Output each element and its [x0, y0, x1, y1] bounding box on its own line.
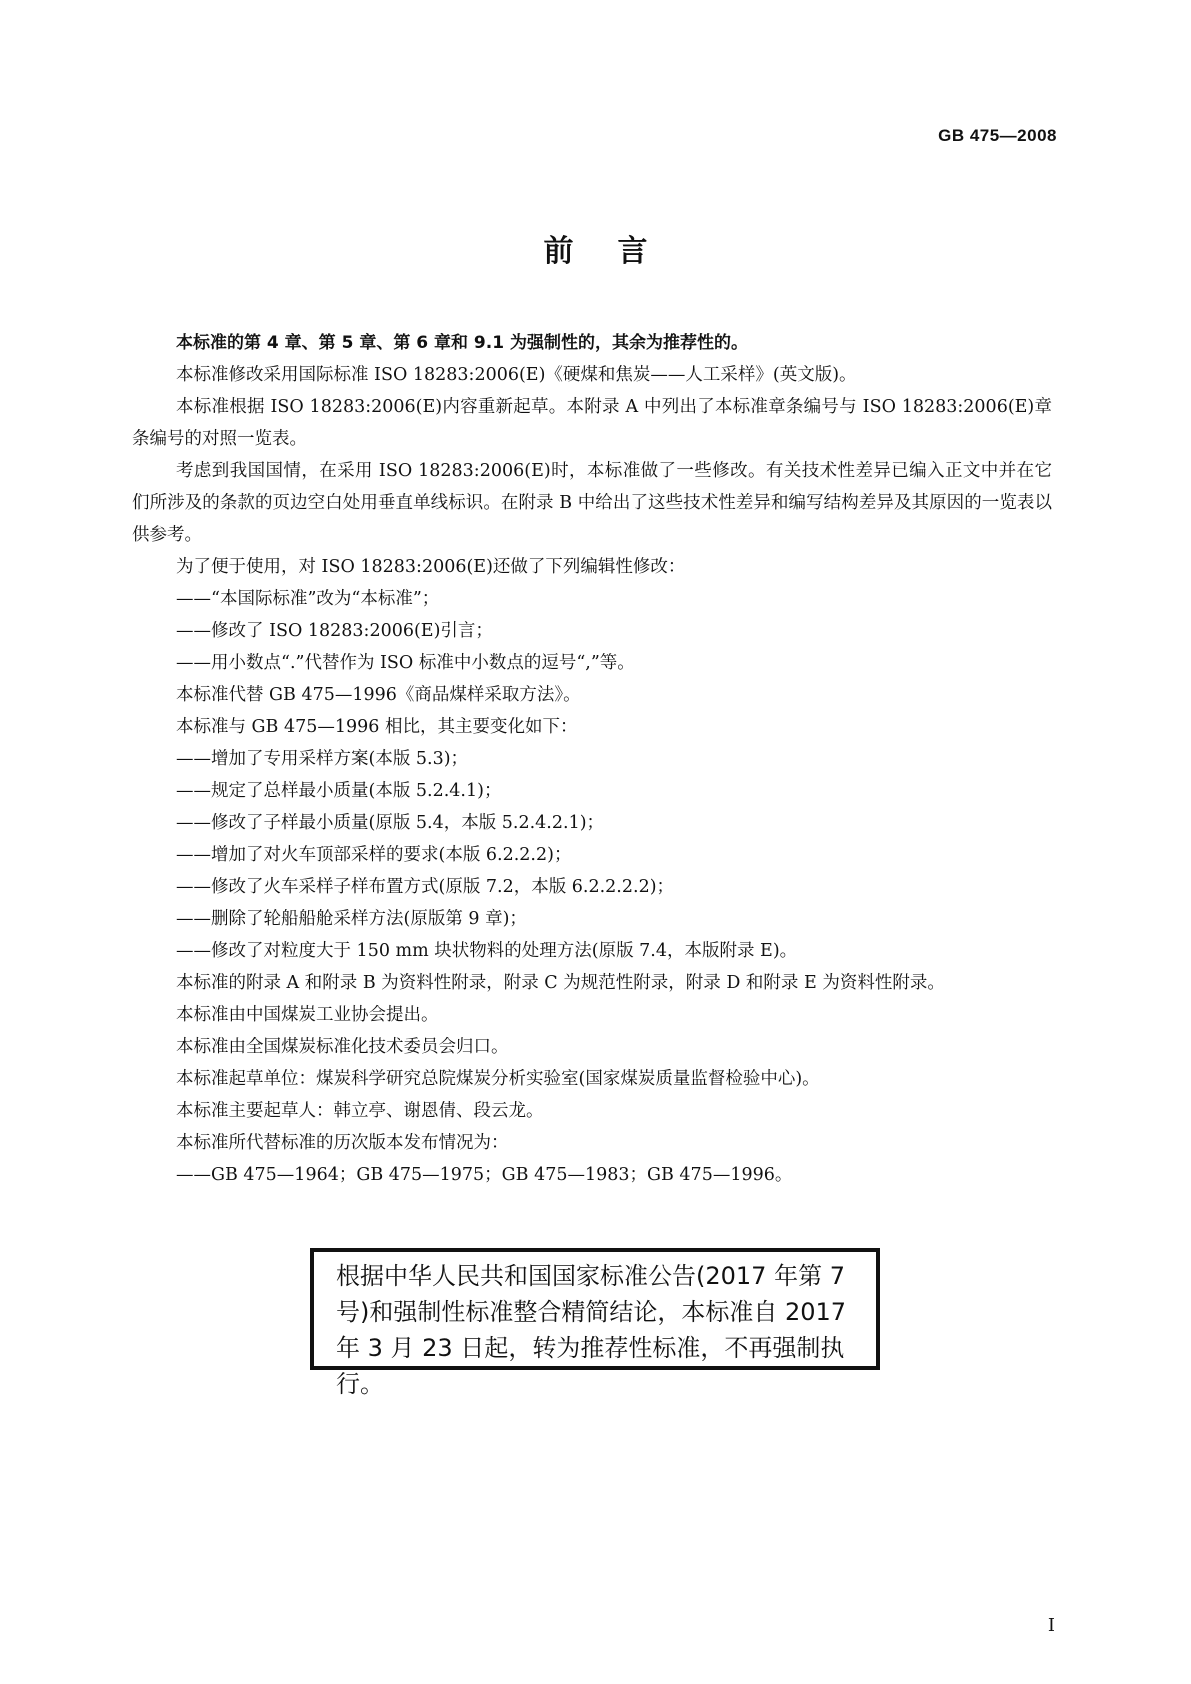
paragraph-adoption: 本标准修改采用国际标准 ISO 18283:2006(E)《硬煤和焦炭——人工采样》(英文版)。 [176, 365, 857, 385]
list-item: ——用小数点“.”代替作为 ISO 标准中小数点的逗号“,”等。 [176, 653, 635, 673]
page-title: 前言 [543, 234, 692, 269]
list-item: ——删除了轮船船舱采样方法(原版第 9 章)； [176, 909, 527, 929]
paragraph-replaces: 本标准代替 GB 475—1996《商品煤样采取方法》。 [176, 685, 581, 705]
paragraph-redrafting: 本标准根据 ISO 18283:2006(E)内容重新起草。本附录 A 中列出了本标准章条编号与 ISO 18283:2006(E)章条编号的对照一览表。 [132, 397, 1052, 449]
list-item: ——修改了火车采样子样布置方式(原版 7.2，本版 6.2.2.2.2)； [176, 877, 675, 897]
list-item: ——规定了总样最小质量(本版 5.2.4.1)； [176, 781, 502, 801]
list-item: ——修改了子样最小质量(原版 5.4，本版 5.2.4.2.1)； [176, 813, 605, 833]
paragraph-drafters: 本标准主要起草人：韩立亭、谢恩倩、段云龙。 [176, 1101, 544, 1121]
list-item: ——“本国际标准”改为“本标准”； [176, 589, 440, 609]
list-item: ——修改了对粒度大于 150 mm 块状物料的处理方法(原版 7.4，本版附录 E)。 [176, 941, 798, 961]
mandatory-clause-statement: 本标准的第 4 章、第 5 章、第 6 章和 9.1 为强制性的，其余为推荐性的。 [176, 333, 748, 353]
paragraph-drafting-unit: 本标准起草单位：煤炭科学研究总院煤炭分析实验室(国家煤炭质量监督检验中心)。 [176, 1069, 820, 1089]
standard-code: GB 475—2008 [938, 126, 1057, 145]
page-number: I [1047, 1615, 1055, 1636]
paragraph-annexes: 本标准的附录 A 和附录 B 为资料性附录，附录 C 为规范性附录，附录 D 和附录 E 为资料性附录。 [176, 973, 945, 993]
paragraph-editorial-changes: 为了便于使用，对 ISO 18283:2006(E)还做了下列编辑性修改： [176, 557, 686, 577]
foreword-body [132, 327, 1052, 1191]
paragraph-history: 本标准所代替标准的历次版本发布情况为： [176, 1133, 509, 1153]
paragraph-proposer: 本标准由中国煤炭工业协会提出。 [176, 1005, 439, 1025]
notice-text: 根据中华人民共和国国家标准公告(2017 年第 7 号)和强制性标准整合精简结论，本标准自 2017 年 3 月 23 日起，转为推荐性标准，不再强制执行。 [336, 1262, 847, 1398]
list-item: ——增加了对火车顶部采样的要求(本版 6.2.2.2)； [176, 845, 572, 865]
list-item: ——增加了专用采样方案(本版 5.3)； [176, 749, 469, 769]
notice-box [310, 1248, 880, 1398]
paragraph-technical-differences: 考虑到我国国情，在采用 ISO 18283:2006(E)时，本标准做了一些修改。有关技术性差异已编入正文中并在它们所涉及的条款的页边空白处用垂直单线标识。在附录 B 中给出了这些技术性差异和编写结构差异及其原因的一览表以供参考。 [132, 461, 1052, 545]
list-item: ——修改了 ISO 18283:2006(E)引言； [176, 621, 493, 641]
paragraph-committee: 本标准由全国煤炭标准化技术委员会归口。 [176, 1037, 509, 1057]
list-item: ——GB 475—1964；GB 475—1975；GB 475—1983；GB 475—1996。 [176, 1165, 793, 1185]
paragraph-main-changes: 本标准与 GB 475—1996 相比，其主要变化如下： [176, 717, 578, 737]
